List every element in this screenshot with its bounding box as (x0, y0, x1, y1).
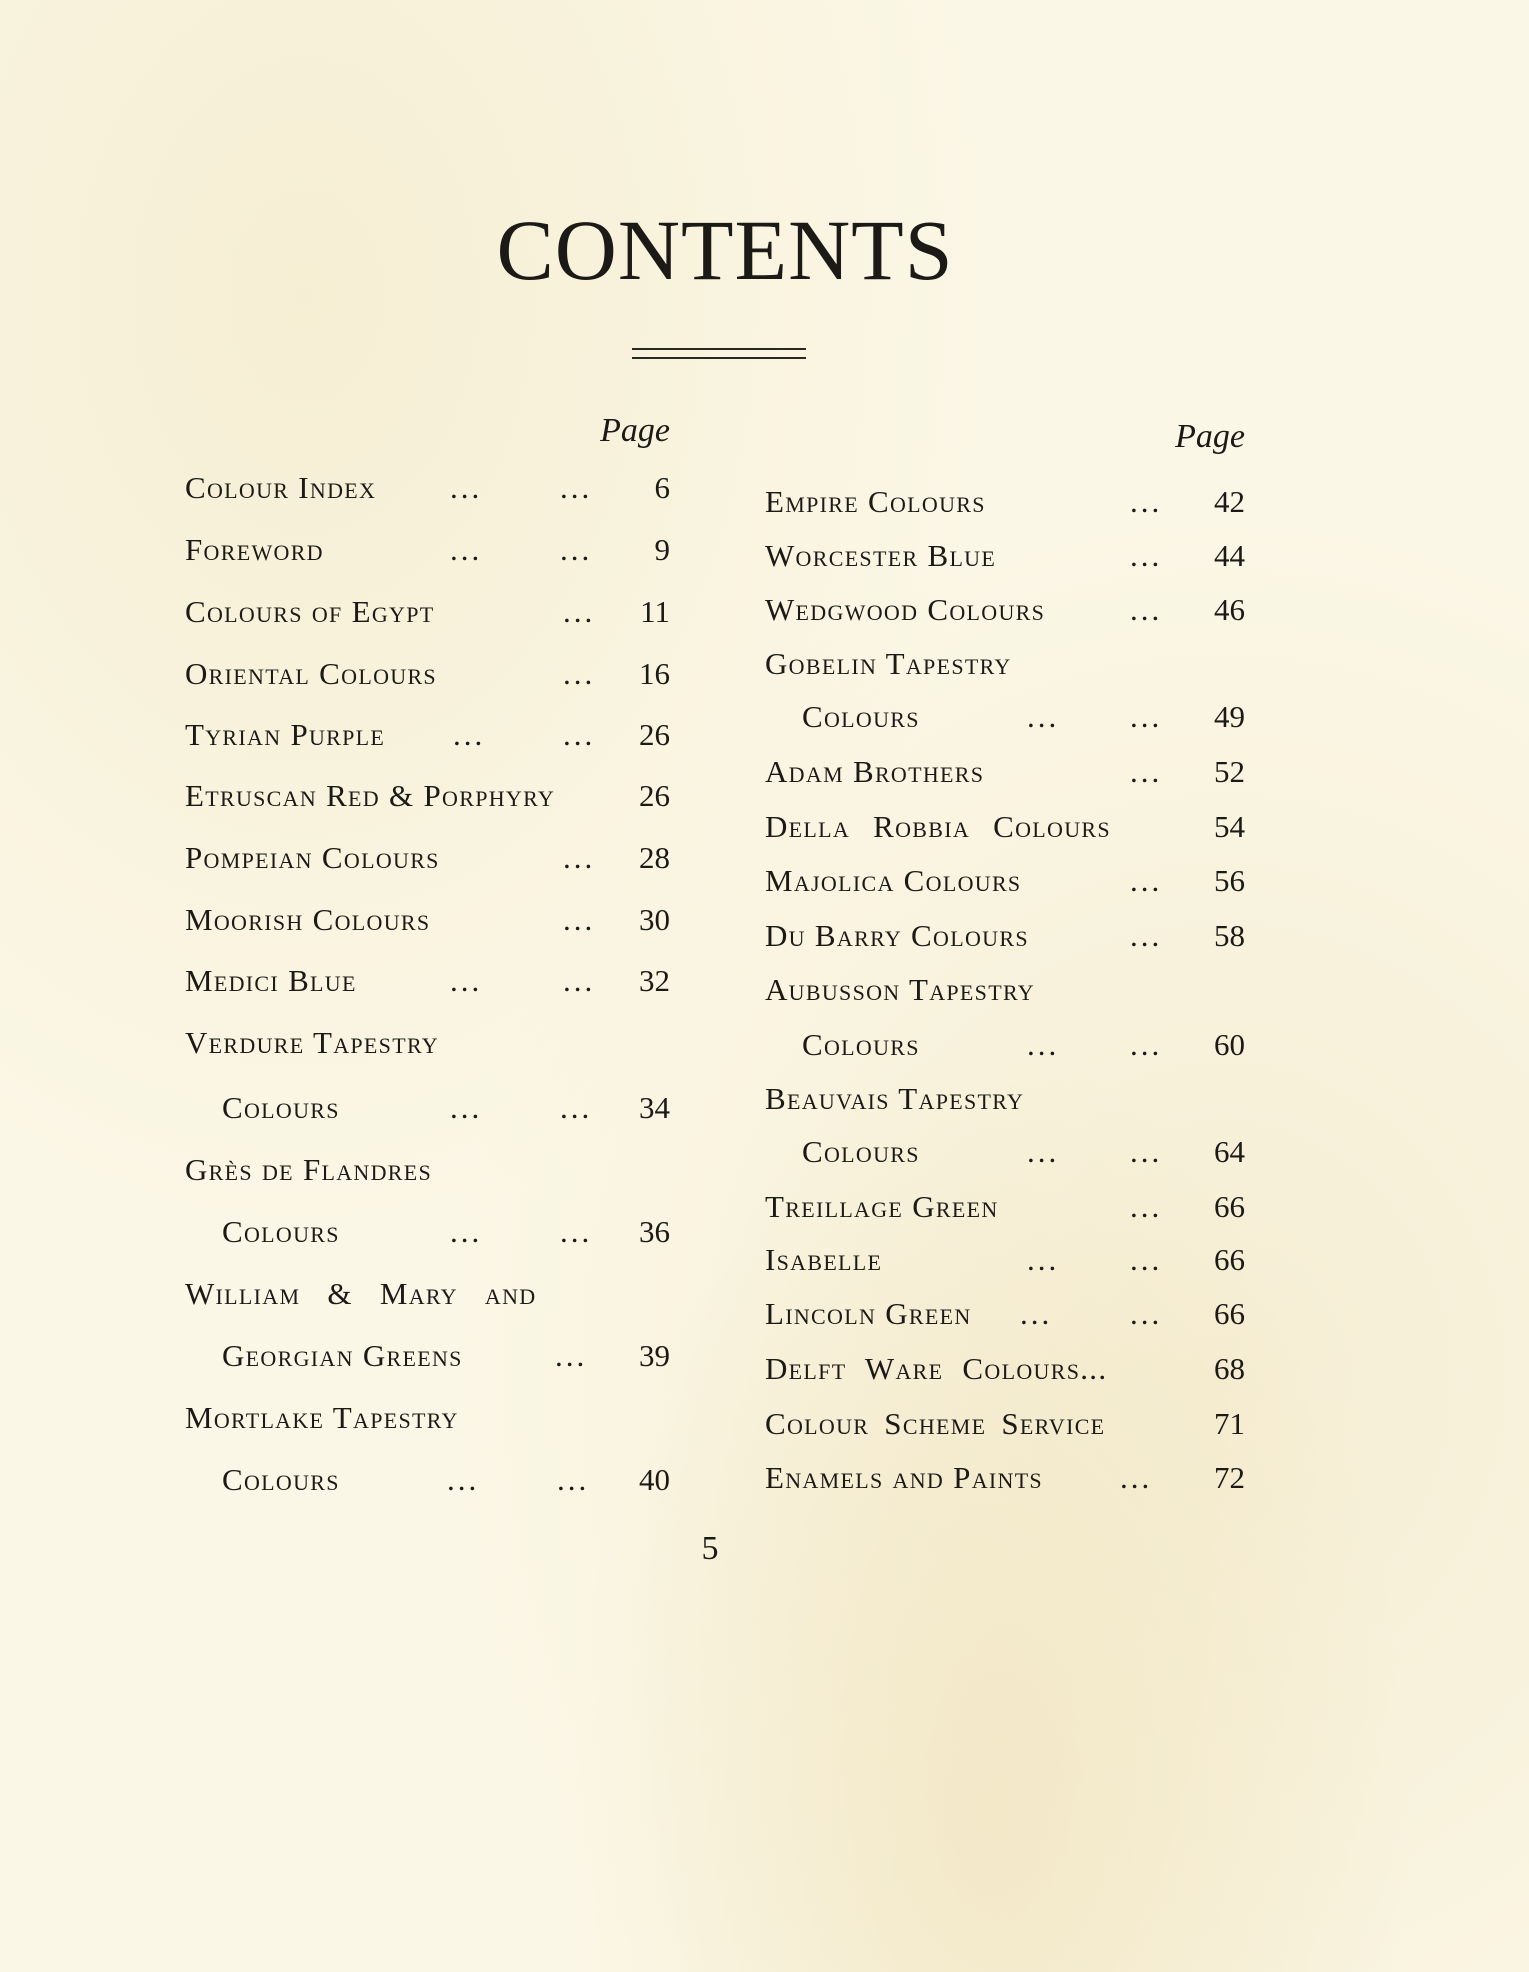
toc-entry[interactable]: Worcester Blue ... 44 (765, 538, 1245, 573)
toc-entry[interactable]: Medici Blue ... ... 32 (185, 963, 670, 998)
toc-entry[interactable]: Pompeian Colours ... 28 (185, 840, 670, 875)
toc-entry[interactable]: Colours ... ... 40 (222, 1462, 670, 1497)
toc-entry[interactable]: Foreword ... ... 9 (185, 532, 670, 567)
toc-entry[interactable]: Treillage Green ... 66 (765, 1189, 1245, 1224)
toc-entry[interactable]: Georgian Greens ... 39 (222, 1338, 670, 1373)
toc-entry[interactable]: Du Barry Colours ... 58 (765, 918, 1245, 953)
toc-entry[interactable]: Empire Colours ... 42 (765, 484, 1245, 519)
toc-entry[interactable]: Colours ... ... 64 (802, 1134, 1245, 1169)
toc-entry-heading[interactable]: Aubusson Tapestry (765, 972, 1035, 1007)
toc-entry[interactable]: Tyrian Purple ... ... 26 (185, 717, 670, 752)
title-double-rule (632, 348, 806, 359)
toc-entry-heading[interactable]: Grès de Flandres (185, 1152, 433, 1187)
toc-entry-heading[interactable]: William & Mary and (185, 1276, 537, 1311)
toc-entry[interactable]: Colours ... ... 34 (222, 1090, 670, 1125)
toc-entry-heading[interactable]: Gobelin Tapestry (765, 646, 1012, 681)
toc-entry[interactable]: Enamels and Paints ... 72 (765, 1460, 1245, 1495)
toc-entry[interactable]: Moorish Colours ... 30 (185, 902, 670, 937)
toc-entry[interactable]: Colour Scheme Service 71 (765, 1406, 1245, 1441)
toc-entry[interactable]: Colours ... ... 36 (222, 1214, 670, 1249)
toc-entry-heading[interactable]: Verdure Tapestry (185, 1025, 439, 1060)
toc-entry[interactable]: Della Robbia Colours 54 (765, 809, 1245, 844)
toc-entry[interactable]: Isabelle ... ... 66 (765, 1242, 1245, 1277)
toc-entry[interactable]: Wedgwood Colours ... 46 (765, 592, 1245, 627)
toc-entry[interactable]: Colours ... ... 60 (802, 1027, 1245, 1062)
toc-entry[interactable]: Colour Index ... ... 6 (185, 470, 670, 505)
toc-entry[interactable]: Colours ... ... 49 (802, 699, 1245, 734)
toc-entry[interactable]: Colours of Egypt ... 11 (185, 594, 670, 629)
toc-entry[interactable]: Adam Brothers ... 52 (765, 754, 1245, 789)
toc-entry-heading[interactable]: Mortlake Tapestry (185, 1400, 459, 1435)
toc-entry-heading[interactable]: Beauvais Tapestry (765, 1081, 1025, 1116)
page-column-heading: Page (1175, 418, 1245, 455)
toc-entry[interactable]: Etruscan Red & Porphyry 26 (185, 778, 670, 813)
toc-entry[interactable]: Majolica Colours ... 56 (765, 863, 1245, 898)
toc-entry[interactable]: Delft Ware Colours... 68 (765, 1351, 1245, 1386)
toc-entry[interactable]: Oriental Colours ... 16 (185, 656, 670, 691)
page-title: CONTENTS (496, 202, 954, 298)
page-number: 5 (701, 1530, 719, 1567)
toc-entry[interactable]: Lincoln Green ... ... 66 (765, 1296, 1245, 1331)
page-column-heading: Page (600, 412, 670, 449)
